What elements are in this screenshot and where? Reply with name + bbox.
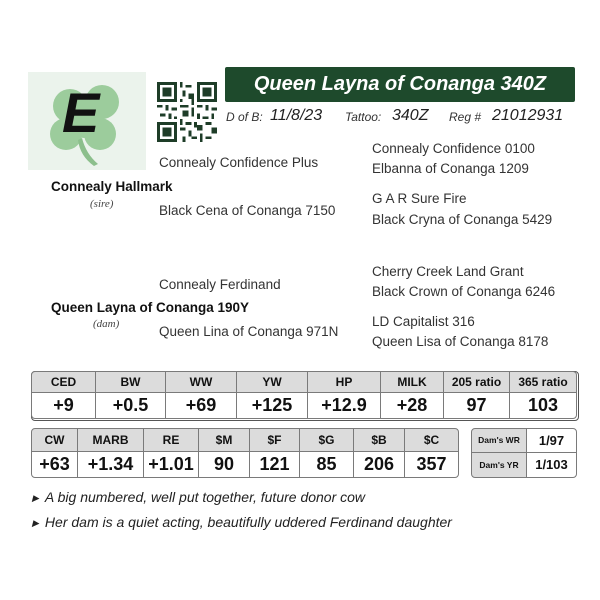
epd-value-milk: +28 bbox=[380, 392, 444, 419]
reg-value: 21012931 bbox=[492, 107, 564, 124]
epd-header-c: $C bbox=[404, 428, 459, 452]
epd-value-cw: +63 bbox=[31, 451, 78, 478]
epd-header-f: $F bbox=[249, 428, 300, 452]
epd-value-marb: +1.34 bbox=[77, 451, 144, 478]
epd-value-b: 206 bbox=[353, 451, 405, 478]
epd-header-bw: BW bbox=[95, 371, 166, 393]
dams-wr-label: Dam's WR bbox=[471, 428, 527, 453]
epd-header-re: RE bbox=[143, 428, 199, 452]
note-2-text: Her dam is a quiet acting, beautifully uddered Ferdinand daughter bbox=[44, 514, 452, 530]
epd-value-hp: +12.9 bbox=[307, 392, 381, 419]
epd-value-c: 357 bbox=[404, 451, 459, 478]
epd-header-b: $B bbox=[353, 428, 405, 452]
epd-header-g: $G bbox=[299, 428, 354, 452]
epd-header-365-ratio: 365 ratio bbox=[509, 371, 577, 393]
dams-wr-value: 1/97 bbox=[526, 428, 577, 453]
dam-dam-dam: Queen Lisa of Conanga 8178 bbox=[372, 334, 549, 349]
dam-dam: Queen Lina of Conanga 971N bbox=[159, 324, 339, 339]
sire-dam-sire: G A R Sure Fire bbox=[372, 191, 467, 206]
epd-value-yw: +125 bbox=[236, 392, 308, 419]
dam-sire-dam: Black Crown of Conanga 6246 bbox=[372, 284, 556, 299]
epd-header-hp: HP bbox=[307, 371, 381, 393]
sire-role: (sire) bbox=[90, 198, 114, 210]
sire-sire-dam: Elbanna of Conanga 1209 bbox=[372, 161, 529, 176]
dob-label: D of B: bbox=[226, 110, 263, 124]
qr-code[interactable] bbox=[157, 82, 217, 142]
tattoo-label: Tattoo: bbox=[345, 110, 382, 124]
sire-dam-dam: Black Cryna of Conanga 5429 bbox=[372, 212, 553, 227]
note-1-text: A big numbered, well put together, future donor cow bbox=[44, 489, 366, 505]
epd-header-205-ratio: 205 ratio bbox=[443, 371, 510, 393]
note-2 bbox=[32, 514, 452, 530]
epd-header-marb: MARB bbox=[77, 428, 144, 452]
dam-name: Queen Layna of Conanga 190Y bbox=[51, 300, 250, 315]
epd-header-yw: YW bbox=[236, 371, 308, 393]
epd-header-milk: MILK bbox=[380, 371, 444, 393]
epd-header-cw: CW bbox=[31, 428, 78, 452]
epd-value-f: 121 bbox=[249, 451, 300, 478]
note-1 bbox=[32, 489, 365, 505]
dams-yr-value: 1/103 bbox=[526, 452, 577, 478]
dam-sire: Connealy Ferdinand bbox=[159, 277, 281, 292]
sire-name: Connealy Hallmark bbox=[51, 179, 173, 194]
epd-value-m: 90 bbox=[198, 451, 250, 478]
dam-dam-sire: LD Capitalist 316 bbox=[372, 314, 475, 329]
epd-header-ced: CED bbox=[31, 371, 96, 393]
epd-value-re: +1.01 bbox=[143, 451, 199, 478]
bullet-icon: ▶ bbox=[32, 518, 39, 528]
bullet-icon: ▶ bbox=[32, 493, 39, 503]
sire-sire-sire: Connealy Confidence 0100 bbox=[372, 141, 535, 156]
epd-header-m: $M bbox=[198, 428, 250, 452]
epd-value-ced: +9 bbox=[31, 392, 96, 419]
qr-code-icon bbox=[157, 82, 217, 142]
dam-sire-sire: Cherry Creek Land Grant bbox=[372, 264, 524, 279]
animal-title: Queen Layna of Conanga 340Z bbox=[225, 67, 575, 102]
dam-role: (dam) bbox=[93, 318, 120, 330]
epd-value-g: 85 bbox=[299, 451, 354, 478]
epd-value-ww: +69 bbox=[165, 392, 237, 419]
logo-letter: E bbox=[62, 81, 100, 144]
dams-yr-label: Dam's YR bbox=[471, 452, 527, 478]
epd-value-205-ratio: 97 bbox=[443, 392, 510, 419]
epd-header-ww: WW bbox=[165, 371, 237, 393]
epd-value-bw: +0.5 bbox=[95, 392, 166, 419]
dob-value: 11/8/23 bbox=[270, 107, 323, 124]
tattoo-value: 340Z bbox=[392, 107, 429, 124]
sire-dam: Black Cena of Conanga 7150 bbox=[159, 203, 336, 218]
reg-label: Reg # bbox=[449, 110, 482, 124]
registry-logo bbox=[28, 72, 146, 170]
sire-sire: Connealy Confidence Plus bbox=[159, 155, 319, 170]
epd-value-365-ratio: 103 bbox=[509, 392, 577, 419]
